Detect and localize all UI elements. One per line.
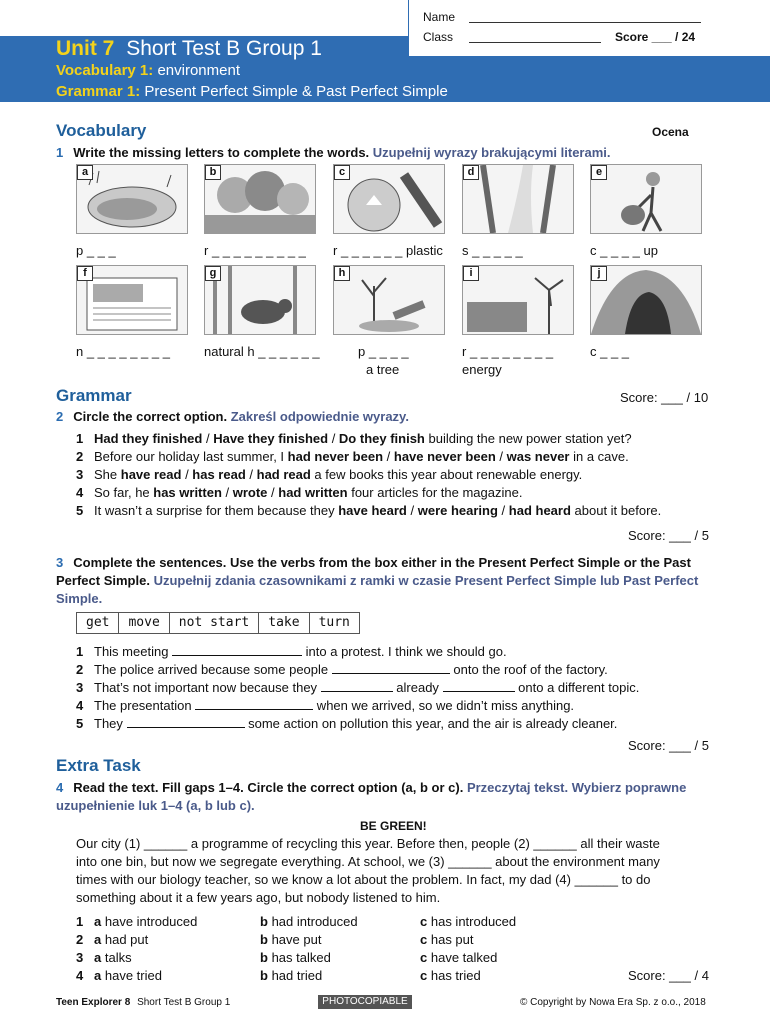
option-a[interactable]: talks: [104, 950, 132, 965]
tree-planting-illustration: [334, 266, 444, 334]
test-title: [56, 37, 322, 61]
option-a[interactable]: have heard: [338, 503, 407, 518]
q2-item-5: 5 It wasn’t a surprise for them because they have heard / were hearing / had heard about it before.: [76, 503, 662, 518]
answer-gap[interactable]: [195, 697, 313, 710]
brand-name: Teen Explorer 8: [56, 997, 131, 1008]
text-line-1: Our city (1) ______ a programme of recycling this year. Before then, people (2) ______ all their waste: [76, 836, 660, 851]
option-a[interactable]: have introduced: [104, 914, 198, 929]
title-text: Short Test B Group 1: [126, 37, 322, 60]
text-line-3: times with our biology teacher, so we know a lot about the problem. In fact, my dad (4) ______ to do: [76, 872, 651, 887]
option-c[interactable]: had heard: [508, 503, 571, 518]
q4-score: Score: ___ / 4: [628, 968, 709, 983]
option-c[interactable]: has introduced: [430, 914, 517, 929]
option-c[interactable]: was never: [506, 449, 570, 464]
caption-c: r _ _ _ _ _ _ plastic: [333, 243, 443, 258]
option-b[interactable]: has talked: [271, 950, 331, 965]
option-a[interactable]: Had they finished: [94, 431, 203, 446]
grammar-subtitle: Grammar 1: Present Perfect Simple & Past Perfect Simple: [56, 83, 448, 100]
stream-illustration: [463, 165, 573, 233]
picture-stream: d: [462, 164, 574, 234]
option-b[interactable]: had tried: [271, 968, 323, 983]
photocopiable-badge: PHOTOCOPIABLE: [318, 995, 412, 1009]
option-b[interactable]: wrote: [232, 485, 268, 500]
option-c[interactable]: has put: [430, 932, 474, 947]
word-box: [76, 612, 360, 634]
unit-label: Unit 7: [56, 37, 115, 60]
q3-item-1: 1 This meeting into a protest. I think we should go.: [76, 644, 507, 659]
vocabulary-heading: Vocabulary: [56, 121, 147, 140]
word-turn: turn: [318, 615, 350, 630]
option-b[interactable]: have put: [271, 932, 322, 947]
word-take: take: [259, 613, 309, 633]
q3-item-3: 3 That’s not important now because they already onto a different topic.: [76, 680, 640, 695]
picture-rainforest: b: [204, 164, 316, 234]
name-label: Name: [423, 10, 456, 24]
caption-b: r _ _ _ _ _ _ _ _ _: [204, 243, 306, 258]
q2-score: Score: ___ / 5: [628, 528, 709, 543]
ocena-label: Ocena: [652, 125, 689, 139]
option-b[interactable]: Have they finished: [213, 431, 329, 446]
caption-i-2: energy: [462, 362, 502, 377]
option-a[interactable]: had never been: [287, 449, 384, 464]
answer-gap[interactable]: [172, 643, 302, 656]
q3-score: Score: ___ / 5: [628, 738, 709, 753]
caption-a: p _ _ _: [76, 243, 116, 258]
caption-f: n _ _ _ _ _ _ _ _: [76, 344, 170, 359]
option-b[interactable]: had introduced: [271, 914, 358, 929]
pond-illustration: [77, 165, 187, 233]
total-score: Score ___ / 24: [615, 30, 696, 44]
picture-pond: a: [76, 164, 188, 234]
option-b[interactable]: has read: [192, 467, 246, 482]
answer-gap[interactable]: [443, 679, 515, 692]
answer-gap[interactable]: [127, 715, 245, 728]
caption-g: natural h _ _ _ _ _ _: [204, 344, 320, 359]
option-c[interactable]: have talked: [430, 950, 498, 965]
extra-task-heading: Extra Task: [56, 756, 141, 775]
caption-j: c _ _ _: [590, 344, 630, 359]
q2-item-3: 3 She have read / has read / had read a few books this year about renewable energy.: [76, 467, 583, 482]
name-class-box: [408, 0, 770, 56]
footer-left: [56, 997, 230, 1008]
caption-h-2: a tree: [366, 362, 400, 377]
grammar-heading: Grammar: [56, 386, 132, 405]
picture-clean-up: e: [590, 164, 702, 234]
q3-item-4: 4 The presentation when we arrived, so we didn’t miss anything.: [76, 698, 575, 713]
picture-plant-tree: h: [333, 265, 445, 335]
option-c[interactable]: had written: [278, 485, 348, 500]
option-a[interactable]: have read: [120, 467, 182, 482]
caption-i: r _ _ _ _ _ _ _ _: [462, 344, 554, 359]
grammar-score: Score: ___ / 10: [620, 390, 709, 405]
answer-gap[interactable]: [321, 679, 393, 692]
q2-item-2: 2 Before our holiday last summer, I had never been / have never been / was never in a cave.: [76, 449, 629, 464]
forest-illustration: [205, 165, 315, 233]
cleanup-illustration: [591, 165, 701, 233]
q2-instruction: 2 Circle the correct option. Zakreśl odpowiednie wyrazy.: [56, 409, 409, 424]
class-line[interactable]: [469, 42, 601, 43]
caption-d: s _ _ _ _ _: [462, 243, 523, 258]
q1-instruction: 1 Write the missing letters to complete the words. Uzupełnij wyrazy brakującymi literami.: [56, 145, 611, 160]
option-a[interactable]: has written: [153, 485, 222, 500]
q2-item-1: 1 Had they finished / Have they finished / Do they finish building the new power station yet?: [76, 431, 632, 446]
wind-solar-illustration: [463, 266, 573, 334]
q3-instruction: 3 Complete the sentences. Use the verbs from the box either in the Present Perfect Simple or the Past Perfect Simple. Uzupełnij zdania czasownikami z ramki w czasie Present Perfect Simple lub Past Perfect Simple.: [56, 555, 699, 606]
q4-instruction: 4 Read the text. Fill gaps 1–4. Circle the correct option (a, b or c). Przeczytaj tekst. Wybierz poprawne uzupełnienie luk 1–4 (a, b lub c).: [56, 780, 687, 813]
bear-illustration: [205, 266, 315, 334]
copyright: © Copyright by Nowa Era Sp. z o.o., 2018: [520, 997, 706, 1008]
option-b[interactable]: have never been: [393, 449, 496, 464]
vocab-subtitle: Vocabulary 1: environment: [56, 62, 240, 79]
picture-bear-habitat: g: [204, 265, 316, 335]
q4-options-3: 3 a talks: [76, 950, 132, 965]
answer-gap[interactable]: [332, 661, 450, 674]
q3-item-2: 2 The police arrived because some people onto the roof of the factory.: [76, 662, 608, 677]
option-c[interactable]: had read: [256, 467, 311, 482]
q3-item-5: 5 They some action on pollution this year, and the air is already cleaner.: [76, 716, 618, 731]
word-not-start: not start: [170, 613, 259, 633]
option-c[interactable]: Do they finish: [338, 431, 425, 446]
text-line-4: something about it a few years ago, but nobody listened to him.: [76, 890, 441, 905]
option-a[interactable]: have tried: [104, 968, 162, 983]
caption-e: c _ _ _ _ up: [590, 243, 658, 258]
word-get: get: [77, 613, 119, 633]
q2-item-4: 4 So far, he has written / wrote / had written four articles for the magazine.: [76, 485, 523, 500]
class-label: Class: [423, 30, 454, 44]
recycling-illustration: [334, 165, 444, 233]
q4-options-4: 4 a have tried: [76, 968, 162, 983]
footer-test: Short Test B Group 1: [137, 997, 231, 1008]
q4-options-1: 1 a have introduced: [76, 914, 198, 929]
name-line[interactable]: [469, 22, 701, 23]
cave-illustration: [591, 266, 701, 334]
newspaper-illustration: [77, 266, 187, 334]
option-a[interactable]: had put: [104, 932, 149, 947]
picture-cave: j: [590, 265, 702, 335]
option-c[interactable]: has tried: [430, 968, 481, 983]
picture-renewable-energy: i: [462, 265, 574, 335]
q4-options-2: 2 a had put: [76, 932, 149, 947]
word-move: move: [119, 613, 169, 633]
text-line-2: into one bin, but now we segregate everything. At school, we (3) ______ about the environment many: [76, 854, 660, 869]
option-b[interactable]: were hearing: [417, 503, 498, 518]
picture-recycled-plastic: c: [333, 164, 445, 234]
caption-h: p _ _ _ _: [358, 344, 409, 359]
picture-newspaper: f: [76, 265, 188, 335]
text-title: BE GREEN!: [360, 819, 427, 833]
